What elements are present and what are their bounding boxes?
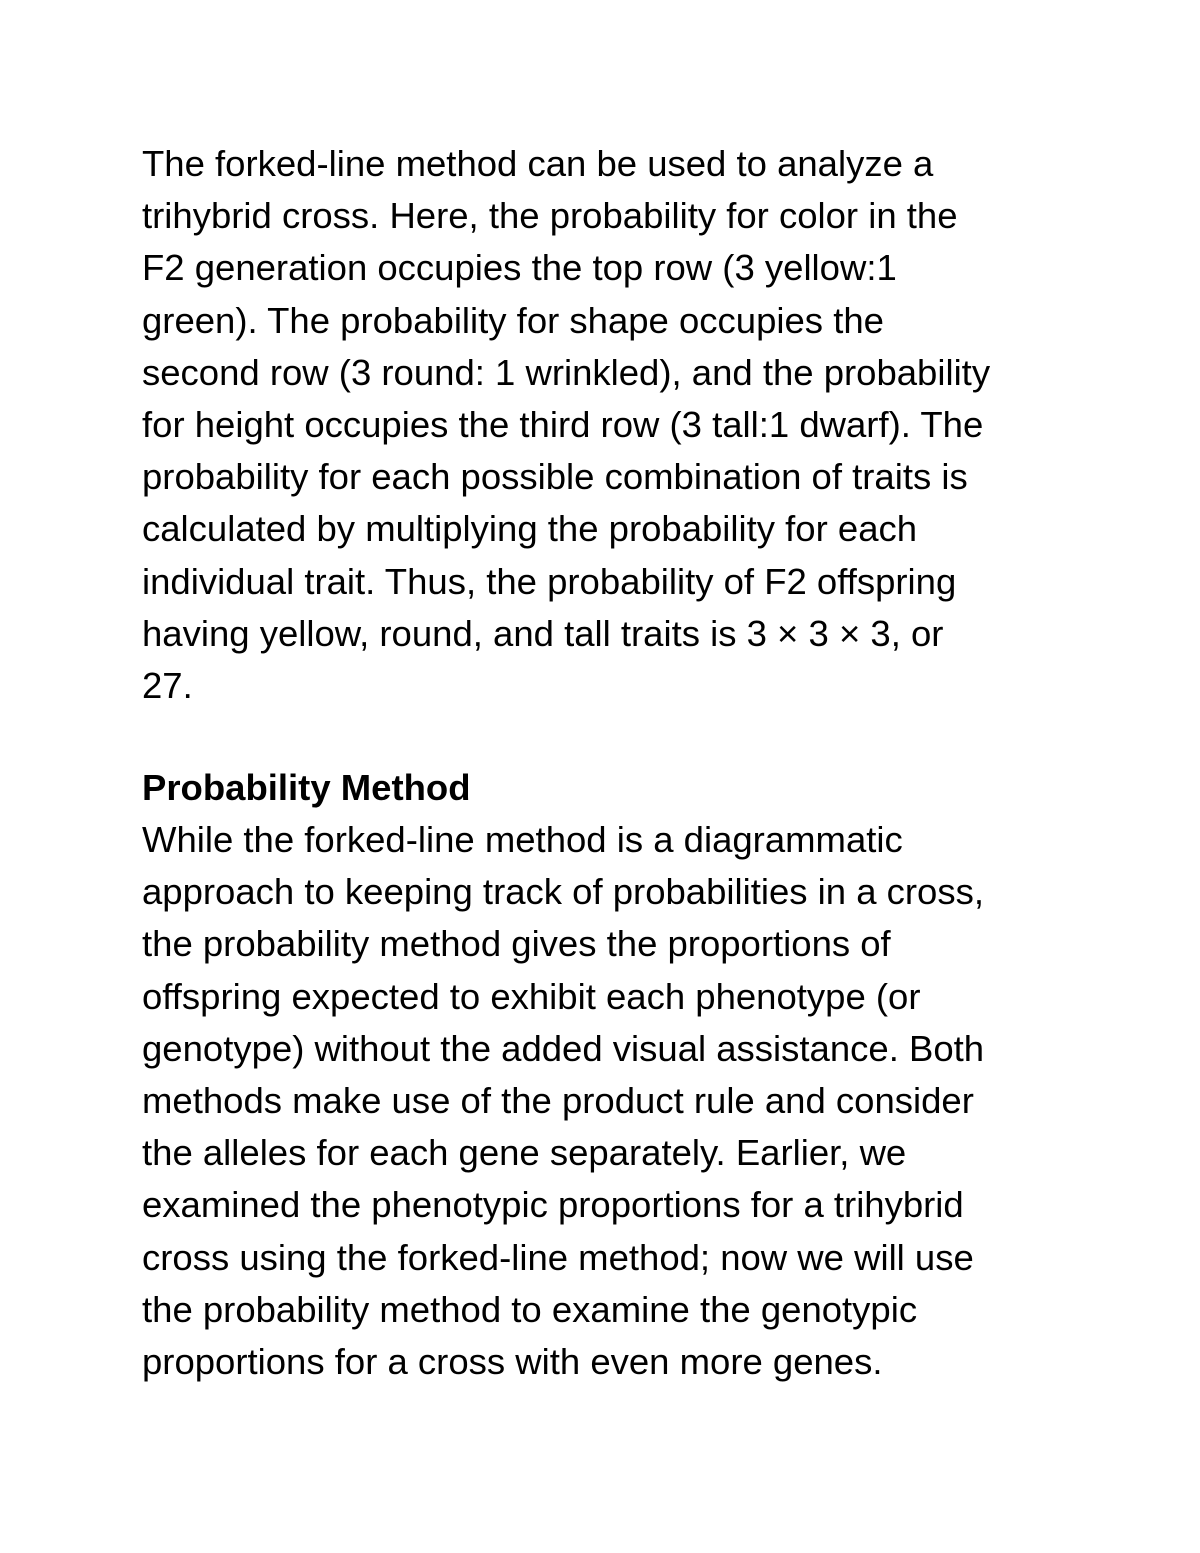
text-line: While the forked-line method is a diagrammatic bbox=[142, 819, 903, 860]
text-line: examined the phenotypic proportions for a trihybrid bbox=[142, 1184, 964, 1226]
text-line: cross using the forked-line method; now we will use bbox=[142, 1236, 974, 1278]
text-line: calculated by multiplying the probability for each bbox=[142, 508, 918, 550]
text-line: genotype) without the added visual assistance. Both bbox=[142, 1027, 985, 1069]
text-line: approach to keeping track of probabilities in a cross, bbox=[142, 871, 984, 913]
text-line: the alleles for each gene separately. Earlier, we bbox=[142, 1132, 907, 1174]
text-line: trihybrid cross. Here, the probability for color in the bbox=[142, 195, 958, 237]
text-line: proportions for a cross with even more genes. bbox=[142, 1340, 883, 1382]
text-line: green). The probability for shape occupies the bbox=[142, 299, 884, 341]
text-line: F2 generation occupies the top row (3 yellow:1 bbox=[142, 247, 897, 289]
text-line: The forked-line method can be used to analyze a bbox=[142, 143, 934, 184]
text-line: for height occupies the third row (3 tall:1 dwarf). The bbox=[142, 403, 984, 445]
text-line: second row (3 round: 1 wrinkled), and the probability bbox=[142, 351, 991, 393]
text-line: the probability method to examine the genotypic bbox=[142, 1288, 918, 1330]
text-line: probability for each possible combination of traits is bbox=[142, 456, 968, 498]
paragraph-probability-method bbox=[142, 814, 1072, 1388]
text-line: offspring expected to exhibit each phenotype (or bbox=[142, 975, 921, 1017]
text-line: methods make use of the product rule and consider bbox=[142, 1079, 974, 1121]
text-line: having yellow, round, and tall traits is 3 × 3 × 3, or bbox=[142, 612, 944, 654]
section-heading: Probability Method bbox=[142, 767, 471, 808]
text-line: 27. bbox=[142, 664, 193, 706]
text-line: individual trait. Thus, the probability of F2 offspring bbox=[142, 560, 957, 602]
paragraph-forked-line bbox=[142, 138, 1072, 712]
text-line: the probability method gives the proportions of bbox=[142, 923, 891, 965]
